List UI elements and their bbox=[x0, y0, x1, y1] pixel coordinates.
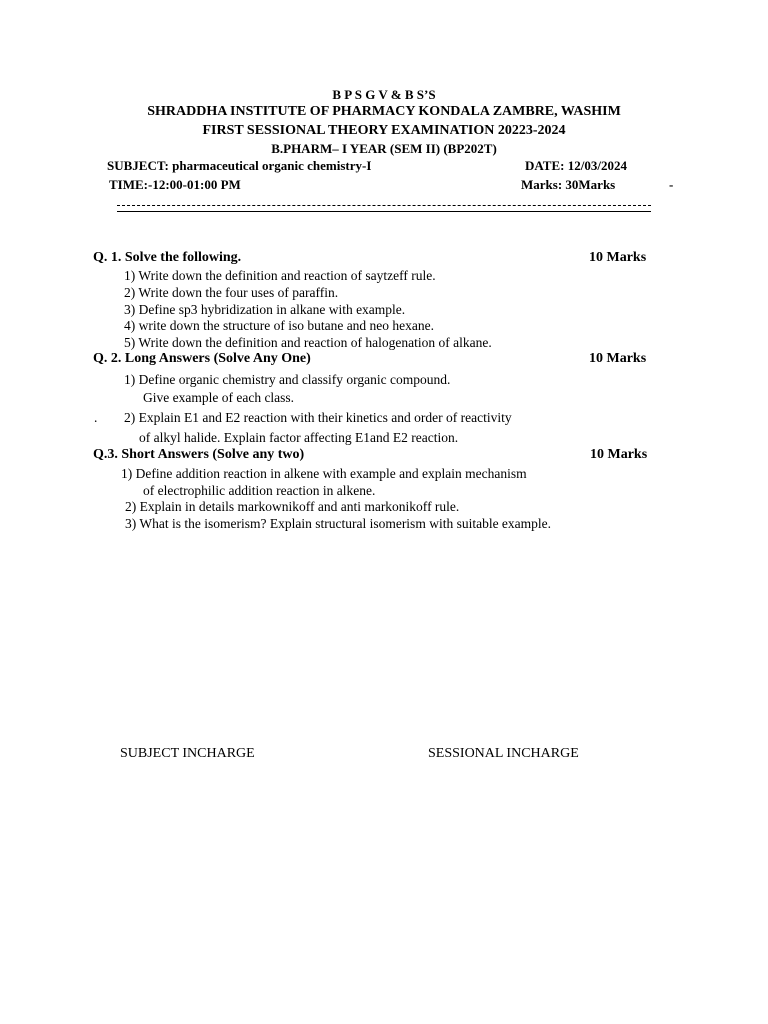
q1-item: 3) Define sp3 hybridization in alkane with example. bbox=[124, 302, 406, 317]
subject-line: SUBJECT: pharmaceutical organic chemistry-I bbox=[107, 158, 372, 173]
q3-item: 2) Explain in details markownikoff and anti markonikoff rule. bbox=[125, 499, 460, 514]
date-line: DATE: 12/03/2024 bbox=[525, 158, 627, 173]
solid-divider bbox=[117, 211, 651, 212]
course-line: B.PHARM– I YEAR (SEM II) (BP202T) bbox=[271, 141, 497, 156]
q2-marks: 10 Marks bbox=[589, 351, 647, 366]
q3-item: of electrophilic addition reaction in alkene. bbox=[143, 483, 376, 498]
stray-mark: - bbox=[669, 177, 674, 192]
subject-incharge: SUBJECT INCHARGE bbox=[120, 746, 255, 761]
q1-item: 1) Write down the definition and reaction of saytzeff rule. bbox=[124, 268, 436, 283]
institute-name: SHRADDHA INSTITUTE OF PHARMACY KONDALA ZAMBRE, WASHIM bbox=[147, 104, 621, 119]
q1-item: 4) write down the structure of iso butane and neo hexane. bbox=[124, 318, 435, 333]
q1-marks: 10 Marks bbox=[589, 250, 647, 265]
exam-title: FIRST SESSIONAL THEORY EXAMINATION 20223-2024 bbox=[202, 123, 566, 138]
q3-item: 1) Define addition reaction in alkene with example and explain mechanism bbox=[121, 466, 527, 481]
time-line: TIME:-12:00-01:00 PM bbox=[109, 177, 241, 192]
sessional-incharge: SESSIONAL INCHARGE bbox=[428, 746, 579, 761]
q2-item: of alkyl halide. Explain factor affecting E1and E2 reaction. bbox=[139, 430, 459, 445]
q2-item: 2) Explain E1 and E2 reaction with their kinetics and order of reactivity bbox=[124, 410, 512, 425]
dashed-divider bbox=[117, 205, 651, 206]
marks-line: Marks: 30Marks bbox=[521, 177, 616, 192]
q3-title: Q.3. Short Answers (Solve any two) bbox=[93, 447, 305, 462]
q1-item: 5) Write down the definition and reaction of halogenation of alkane. bbox=[124, 335, 492, 350]
q3-marks: 10 Marks bbox=[590, 447, 648, 462]
org-name: B P S G V & B S’S bbox=[332, 87, 436, 102]
q2-item: 1) Define organic chemistry and classify organic compound. bbox=[124, 372, 451, 387]
q1-title: Q. 1. Solve the following. bbox=[93, 250, 242, 265]
q2-title: Q. 2. Long Answers (Solve Any One) bbox=[93, 351, 311, 366]
stray-dot: . bbox=[94, 410, 98, 425]
q2-item: Give example of each class. bbox=[143, 390, 295, 405]
q1-item: 2) Write down the four uses of paraffin. bbox=[124, 285, 339, 300]
q3-item: 3) What is the isomerism? Explain structural isomerism with suitable example. bbox=[125, 516, 552, 531]
